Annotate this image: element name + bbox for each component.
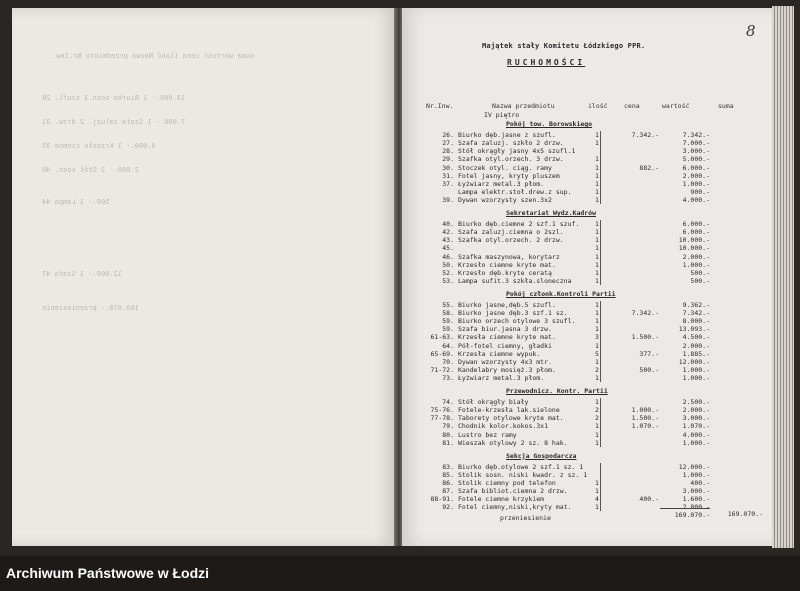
inventory-number: 80.: [442, 430, 454, 439]
right-page: [402, 8, 772, 546]
item-quantity: 1: [595, 139, 599, 148]
item-value: 1.885.-: [682, 349, 710, 358]
item-value: 7.342.-: [682, 131, 710, 140]
item-name: Biurko orzech otylowe 3 szufl.: [458, 317, 576, 326]
item-quantity: 1: [595, 422, 599, 431]
inventory-number: 53.: [442, 276, 454, 285]
item-value: 3.000.-: [682, 414, 710, 423]
item-name: Szafka otyl.orzech. 3 drzw.: [458, 155, 564, 164]
inventory-number: 30.: [442, 163, 454, 172]
item-name: Biurko dęb.otylowe 2 szf.1 sz. 1: [458, 462, 584, 471]
item-value: 7.342.-: [682, 309, 710, 318]
bleed-through-text: 12.000.- 1 Szafa 47: [42, 270, 123, 278]
item-value: 5.000.-: [682, 155, 710, 164]
inventory-number: 28.: [442, 147, 454, 156]
item-value: 4.000.-: [682, 195, 710, 204]
item-quantity: 1: [595, 398, 599, 407]
item-name: Szafa zaluzj. szkło 2 drzw.: [458, 139, 564, 148]
item-quantity: 5: [595, 349, 599, 358]
inventory-number: 27.: [442, 139, 454, 148]
item-value: 1.000.-: [682, 365, 710, 374]
item-name: Dywan wzorzysty szen.3x2: [458, 195, 552, 204]
item-name: Fotele-krzesła lak.sielone: [458, 406, 560, 415]
item-quantity: 1: [595, 195, 599, 204]
item-price: 1.500.-: [631, 414, 659, 423]
page-edges: [772, 6, 794, 548]
item-value: 1.600.-: [682, 495, 710, 504]
item-quantity: 1: [595, 301, 599, 309]
item-value: 6.000.-: [682, 163, 710, 172]
item-value: 9.362.-: [682, 301, 710, 309]
inventory-number: 77-78.: [430, 414, 454, 423]
inventory-number: 73.: [442, 373, 454, 382]
item-quantity: 3: [595, 333, 599, 342]
item-value: 3.000.-: [682, 487, 710, 496]
bleed-through-text: 2.000.- 2 Stół sosn. 40: [42, 166, 139, 174]
item-price: 1.070.-: [631, 422, 659, 431]
group-title: Pokój członk.Kontroli Partii: [506, 289, 616, 298]
column-header-sum: suma: [718, 102, 734, 110]
item-name: Biurko jasne,dęb.5 szufl.: [458, 301, 556, 309]
item-name: Taborety otylowe kryte mat.: [458, 414, 564, 423]
inventory-number: 64.: [442, 341, 454, 350]
item-price: 882.-: [639, 163, 659, 172]
archive-name: Archiwum Państwowe w Łodzi: [6, 565, 210, 581]
item-quantity: 1: [595, 438, 599, 447]
bleed-through-header: suma wartość cena ilość Nazwa przedmiotu Nr.Inw.: [52, 52, 255, 60]
item-value: 4.000.-: [682, 430, 710, 439]
item-price: 377.-: [639, 349, 659, 358]
inventory-number: 88-91.: [430, 495, 454, 504]
item-name: Szafa zaluzj.ciemna o 2szl.: [458, 228, 564, 237]
inventory-number: 83.: [442, 462, 454, 471]
item-quantity: 2: [595, 414, 599, 423]
item-price: 1.500.-: [631, 333, 659, 342]
item-quantity: 1: [595, 260, 599, 269]
item-value: 2.000.-: [682, 252, 710, 261]
floor-label: IV piętro: [484, 111, 520, 119]
item-price: 1.000.-: [631, 406, 659, 415]
item-name: Wieszak otylowy 2 sz. 8 hak.: [458, 438, 568, 447]
left-page: [12, 8, 396, 546]
item-name: Fotele ciemne krzykiem: [458, 495, 545, 504]
inventory-number: 37.: [442, 179, 454, 188]
item-price: 7.342.-: [631, 309, 659, 318]
item-quantity: 1: [595, 236, 599, 245]
carry-over-value: 169.070.-: [660, 508, 710, 519]
item-value: 10.000.-: [678, 244, 710, 253]
inventory-number: 92.: [442, 503, 454, 512]
item-name: Szafka otyl.orzech. 2 drzw.: [458, 236, 564, 245]
bleed-through-text: 7.000.- 1 Szafa zaluzj. 2 drzw. 31: [42, 118, 186, 126]
item-name: Chodnik kolor.kokos.3x1: [458, 422, 549, 431]
item-name: Krzesło ciemne kryte mat.: [458, 260, 556, 269]
item-quantity: 1: [595, 187, 599, 196]
inventory-number: 59.: [442, 325, 454, 334]
inventory-number: 79.: [442, 422, 454, 431]
column-header-qty: ilość: [588, 102, 608, 110]
item-value: 2.000.-: [682, 503, 710, 512]
item-value: 10.000.-: [678, 236, 710, 245]
item-value: 2.000.-: [682, 341, 710, 350]
column-rule: [600, 398, 601, 447]
item-name: Stolik sosn. niski kwadr. z sz. 1: [458, 470, 588, 479]
item-quantity: 1: [595, 503, 599, 512]
archive-footer: [0, 556, 800, 591]
item-value: 6.000.-: [682, 228, 710, 237]
item-value: 13.093.-: [678, 325, 710, 334]
item-value: 500.-: [690, 268, 710, 277]
item-quantity: 1: [595, 341, 599, 350]
bleed-through-text: 13.000.- 1 Biurko sosn.3 szufl. 28: [42, 94, 186, 102]
item-quantity: 1: [595, 268, 599, 277]
group-title: Pokój tow. Borowskiego: [506, 120, 593, 128]
item-name: Szafka maszynowa, korytarz: [458, 252, 560, 261]
item-quantity: 2: [595, 365, 599, 374]
column-header-name: Nazwa przedmiotu: [492, 102, 555, 110]
inventory-number: 45.: [442, 244, 454, 253]
item-value: 1.070.-: [682, 422, 710, 431]
item-quantity: 1: [595, 276, 599, 285]
inventory-number: 59.: [442, 317, 454, 326]
item-value: 7.000.-: [682, 139, 710, 148]
item-quantity: 1: [595, 220, 599, 229]
item-name: Pół-fotel ciemny, gładki: [458, 341, 552, 350]
inventory-number: 46.: [442, 252, 454, 261]
item-value: 4.500.-: [682, 333, 710, 342]
item-value: 6.000.-: [682, 220, 710, 229]
inventory-number: 70.: [442, 357, 454, 366]
inventory-number: 50.: [442, 260, 454, 269]
item-value: 2.000.-: [682, 406, 710, 415]
item-value: 1.000.-: [682, 438, 710, 447]
item-quantity: 1: [595, 163, 599, 172]
item-value: 2.500.-: [682, 398, 710, 407]
item-name: Biurko dęb.ciemne 2 szf.1 szuf.: [458, 220, 580, 229]
inventory-number: 42.: [442, 228, 454, 237]
table-row: [402, 277, 772, 286]
inventory-number: 43.: [442, 236, 454, 245]
inventory-number: 71-72.: [430, 365, 454, 374]
bleed-through-text: 169.070.- przeniesienie: [42, 304, 139, 312]
column-header-value: wartość: [662, 102, 690, 110]
item-name: Lustro bez ramy: [458, 430, 517, 439]
item-name: Lampa sufit.3 szkła.sloneczna: [458, 276, 572, 285]
group-title: Przewodnicz. Kontr. Partii: [506, 387, 608, 395]
item-name: Krzesło dęb.kryte ceratą: [458, 268, 552, 277]
item-name: Łyżwiarz metal.3 płom.: [458, 179, 545, 188]
inventory-number: 65-69.: [430, 349, 454, 358]
item-value: 8.000.-: [682, 317, 710, 326]
inventory-number: 31.: [442, 171, 454, 180]
item-value: 12.000.-: [678, 357, 710, 366]
inventory-number: 81.: [442, 438, 454, 447]
bleed-through-text: 500.- 1 Lampa 44: [42, 198, 110, 206]
item-value: 1.000.-: [682, 179, 710, 188]
item-value: 1.000.-: [682, 373, 710, 382]
item-price: 500.-: [639, 365, 659, 374]
item-name: Stół okrągły jasny 4x5 szufl.1: [458, 147, 576, 156]
item-quantity: 1: [595, 479, 599, 487]
item-quantity: 1: [595, 373, 599, 382]
item-quantity: 1: [595, 179, 599, 188]
item-value: 3.000.-: [682, 147, 710, 156]
column-rule: [600, 463, 601, 512]
item-name: Lampa elektr.stoł.drew.z sup.: [458, 187, 572, 196]
item-name: Krzesła ciemne wypuk.: [458, 349, 541, 358]
item-value: 500.-: [690, 276, 710, 285]
item-quantity: 1: [595, 430, 599, 439]
bleed-through-text: 4.000.- 1 Krzesło ciemne 35: [42, 142, 156, 150]
inventory-number: 52.: [442, 268, 454, 277]
item-name: Kandelabry mosięż.3 płom.: [458, 365, 556, 374]
item-name: Szafa biur.jasna 3 drzw.: [458, 325, 552, 334]
carry-over-label: przeniesienie: [500, 514, 551, 522]
item-value: 1.000.-: [682, 470, 710, 479]
item-quantity: 1: [595, 309, 599, 318]
item-quantity: 1: [595, 228, 599, 237]
item-quantity: 1: [595, 487, 599, 496]
item-quantity: 1: [595, 317, 599, 326]
item-name: Stół okrągły biały: [458, 398, 529, 407]
inventory-number: 74.: [442, 398, 454, 407]
inventory-number: 61-63.: [430, 333, 454, 342]
column-header-price: cena: [624, 102, 640, 110]
item-quantity: 2: [595, 406, 599, 415]
column-rule: [600, 131, 601, 204]
inventory-number: 58.: [442, 309, 454, 318]
column-rule: [600, 220, 601, 285]
document-title: Majątek stały Komitetu Łódzkiego PPR.: [482, 42, 646, 50]
inventory-number: 75-76.: [430, 406, 454, 415]
group-title: Sekretariat Wydz.Kadrów: [506, 209, 597, 217]
item-quantity: 1: [595, 171, 599, 180]
item-name: Stolik ciemny pod telefon: [458, 479, 556, 487]
item-name: Stoczek otyl. ciąg. ramy: [458, 163, 552, 172]
item-name: Krzesła ciemne kryte mat.: [458, 333, 556, 342]
item-name: Łyżwiarz metal.3 płom.: [458, 373, 545, 382]
inventory-number: 87.: [442, 487, 454, 496]
item-name: Biurko jasne dęb.3 szf.1 sz.: [458, 309, 568, 318]
table-row: [402, 196, 772, 205]
item-quantity: 4: [595, 495, 599, 504]
inventory-number: 39.: [442, 195, 454, 204]
item-value: 1.000.-: [682, 260, 710, 269]
inventory-number: 55.: [442, 301, 454, 309]
group-title: Sekcja Gospodarcza: [506, 451, 577, 460]
page-number: 8: [746, 22, 756, 40]
item-value: 12.000.-: [678, 462, 710, 471]
inventory-number: 40.: [442, 220, 454, 229]
item-price: 7.342.-: [631, 131, 659, 140]
column-rule: [600, 301, 601, 382]
inventory-number: 85.: [442, 470, 454, 479]
carry-over-sum: 169.070.-: [727, 510, 763, 518]
item-quantity: 1: [595, 131, 599, 140]
item-name: Szafa bibliot.ciemna 2 drzw.: [458, 487, 568, 496]
item-price: 400.-: [639, 495, 659, 504]
item-name: Fotel jasny, kryty pluszem: [458, 171, 560, 180]
item-value: 900.-: [690, 187, 710, 196]
item-quantity: 1: [595, 357, 599, 366]
item-quantity: 1: [595, 325, 599, 334]
item-quantity: 1: [595, 244, 599, 253]
item-quantity: 1: [595, 252, 599, 261]
item-value: 400.-: [690, 479, 710, 487]
item-quantity: 1: [595, 155, 599, 164]
inventory-number: 86.: [442, 479, 454, 487]
table-row: [402, 439, 772, 448]
inventory-number: 29.: [442, 155, 454, 164]
item-name: Biurko dęb.jasne z szufl.: [458, 131, 556, 140]
inventory-number: 26.: [442, 131, 454, 140]
item-value: 2.000.-: [682, 171, 710, 180]
item-name: Dywan wzorzysty 4x3 mtr.: [458, 357, 552, 366]
item-name: Fotel ciemny,niski,kryty mat.: [458, 503, 572, 512]
column-header-nr: Nr.Inw.: [426, 102, 454, 110]
table-row: [402, 374, 772, 383]
section-title: RUCHOMOŚCI: [507, 58, 586, 67]
